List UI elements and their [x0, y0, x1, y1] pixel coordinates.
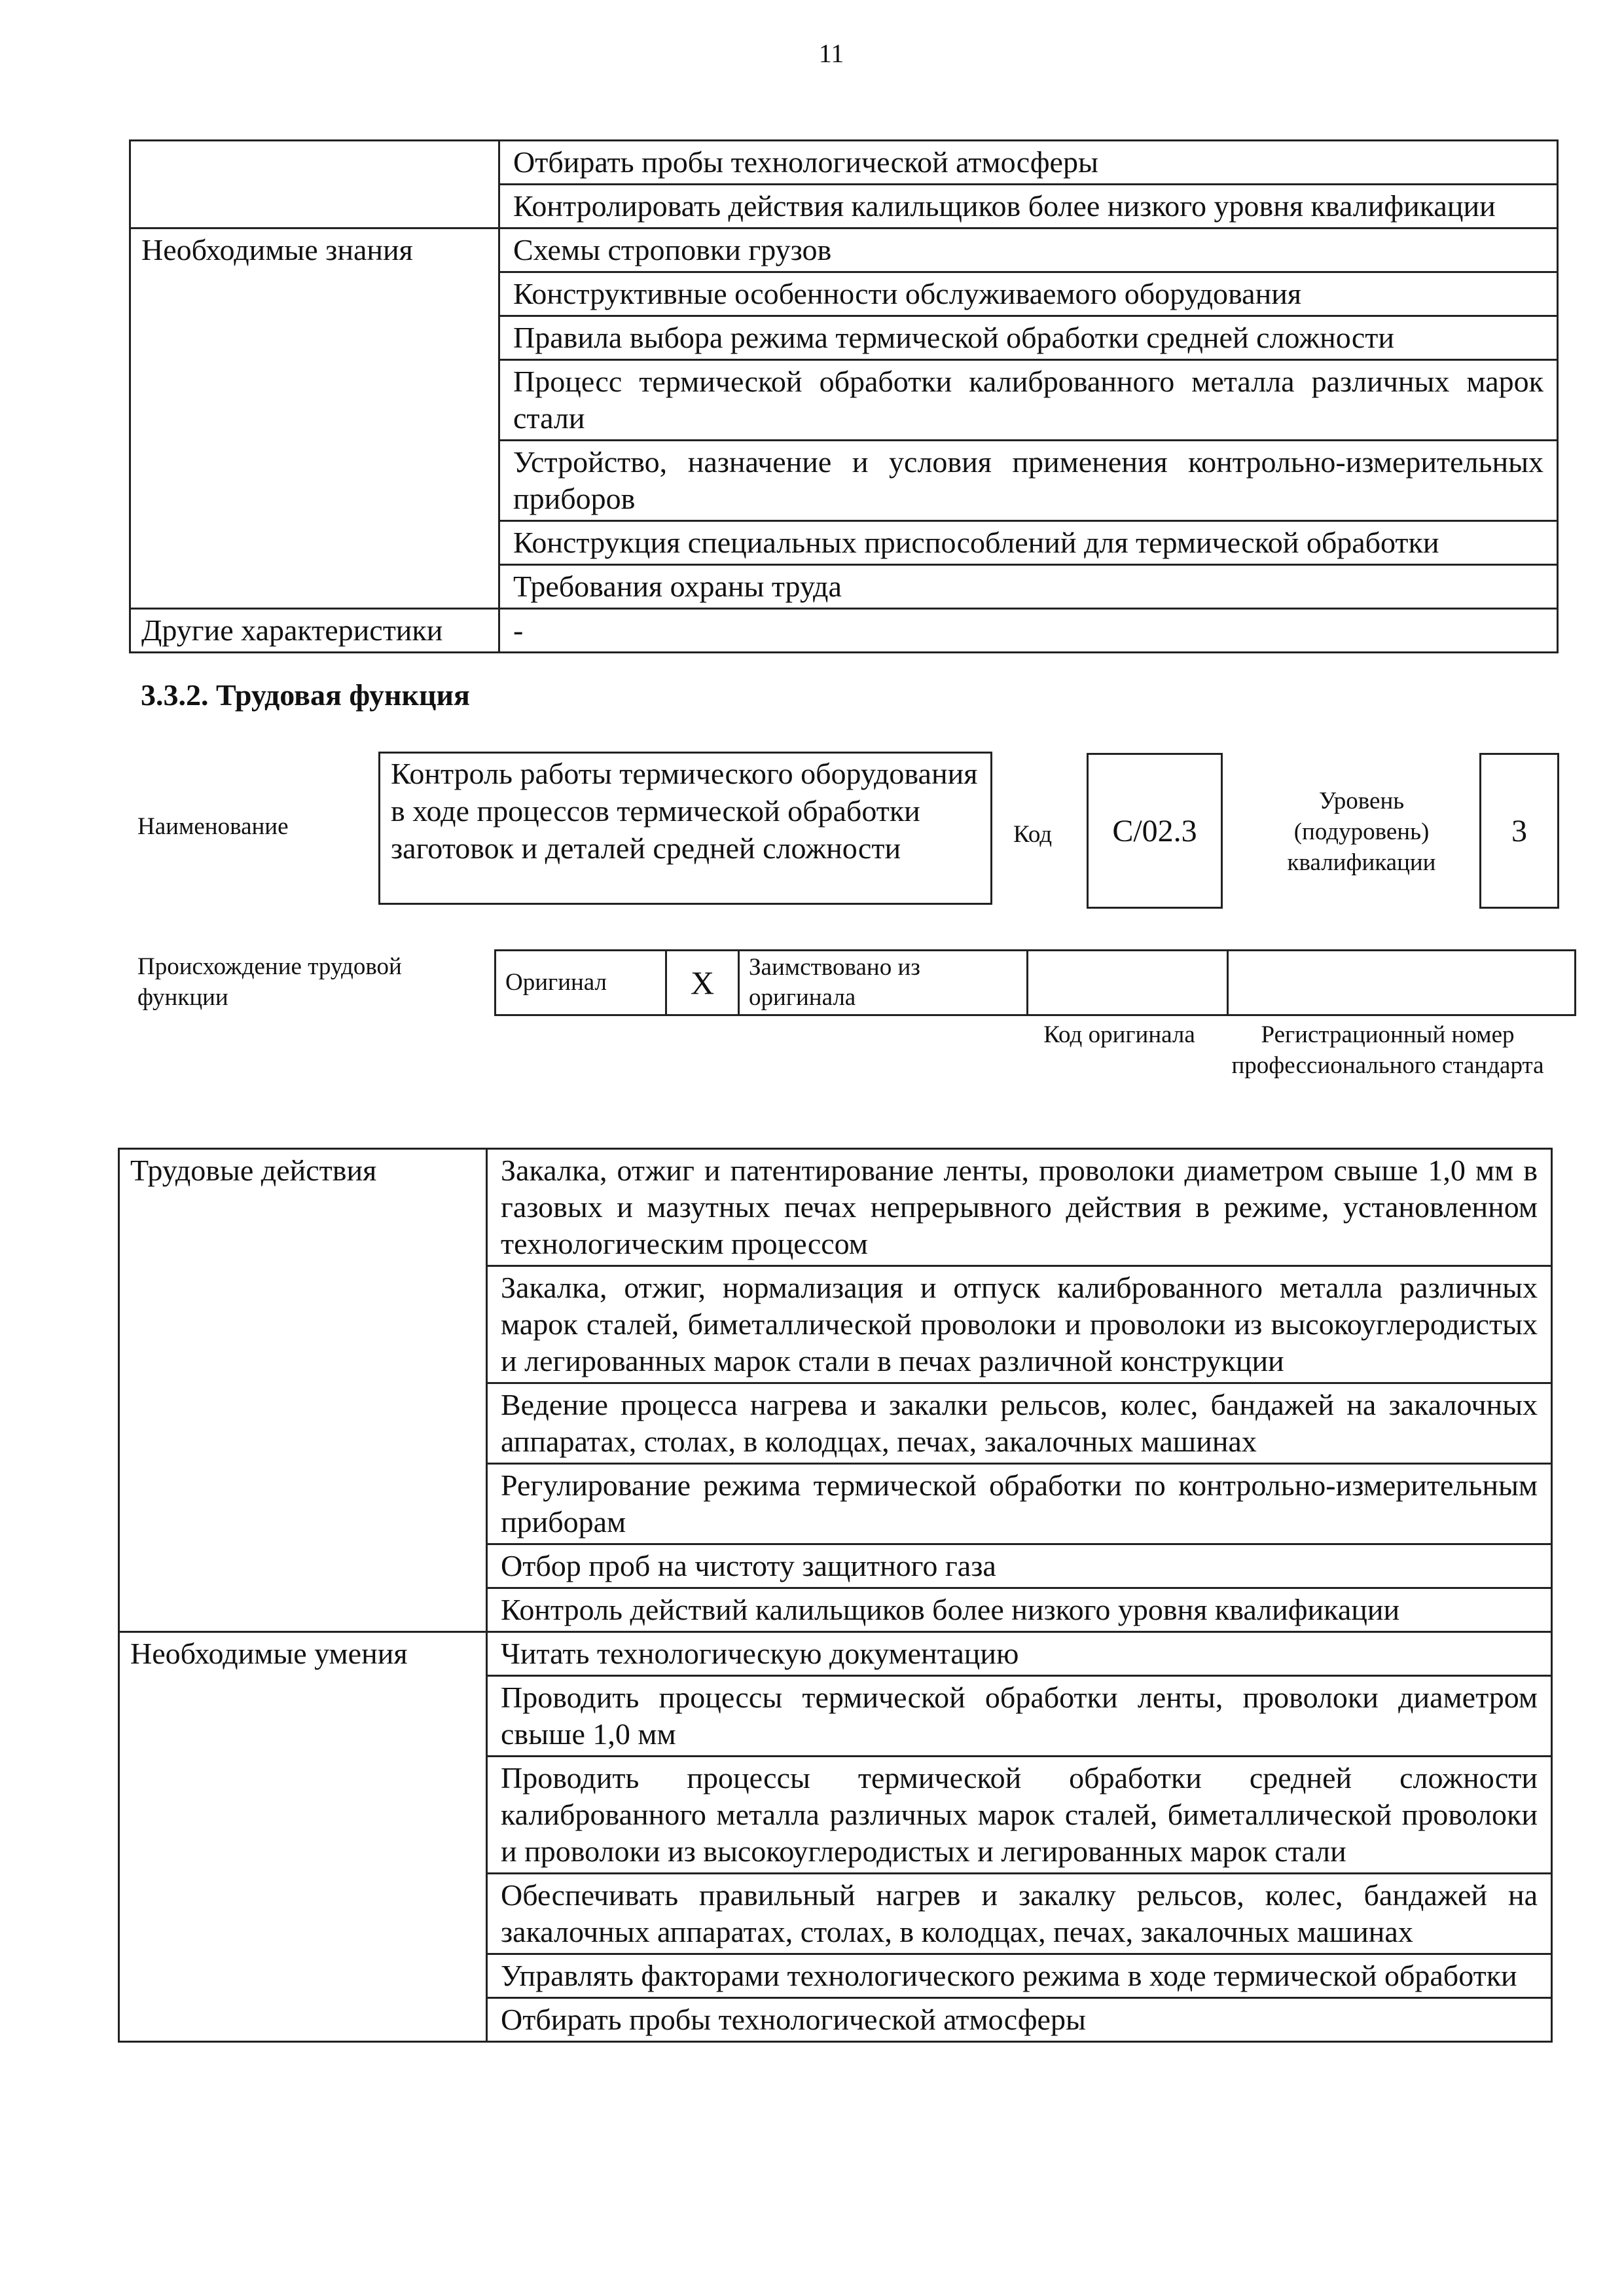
reg-number-cell	[1228, 951, 1576, 1015]
row-label	[130, 141, 499, 228]
table-cell: Отбирать пробы технологической атмосферы	[487, 1998, 1552, 2042]
row-label: Трудовые действия	[119, 1149, 487, 1632]
table-cell: Схемы строповки грузов	[499, 228, 1558, 272]
original-code-caption: Код оригинала	[1043, 1021, 1195, 1048]
table-cell: Отбирать пробы технологической атмосферы	[499, 141, 1558, 185]
table-row	[130, 609, 1558, 653]
reg-number-caption: Регистрационный номер профессионального стандарта	[1231, 1021, 1544, 1079]
table-cell: Правила выбора режима термической обработки средней сложности	[499, 316, 1558, 360]
table-cell: Контролировать действия калильщиков более низкого уровня квалификации	[499, 185, 1558, 228]
section-heading: 3.3.2. Трудовая функция	[141, 678, 470, 712]
level-value: 3	[1479, 753, 1559, 909]
bottom-table	[118, 1148, 1553, 2043]
table-cell: Проводить процессы термической обработки средней сложности калиброванного металла различных марок сталей, биметаллической проволоки и проволоки из высокоуглеродистых и легированных марок стали	[487, 1757, 1552, 1874]
table-cell: Закалка, отжиг и патентирование ленты, проволоки диаметром свыше 1,0 мм в газовых и мазутных печах непрерывного действия в режиме, установленном технологическим процессом	[487, 1149, 1552, 1266]
origin-label: Происхождение трудовой функции	[137, 953, 402, 1011]
table-cell: Конструктивные особенности обслуживаемого оборудования	[499, 272, 1558, 316]
level-label: Уровень (подуровень) квалификации	[1287, 788, 1436, 876]
table-cell: Закалка, отжиг, нормализация и отпуск калиброванного металла различных марок сталей, биметаллической проволоки и проволоки из высокоуглеродистых и легированных марок стали в печах различной конструкции	[487, 1266, 1552, 1383]
table-cell: Регулирование режима термической обработки по контрольно-измерительным приборам	[487, 1464, 1552, 1544]
table-row	[130, 228, 1558, 272]
table-row	[119, 1149, 1552, 1266]
table-cell: Читать технологическую документацию	[487, 1632, 1552, 1676]
top-table	[129, 139, 1559, 653]
code-value: С/02.3	[1087, 753, 1223, 909]
page-number: 11	[818, 39, 844, 68]
table-cell: Обеспечивать правильный нагрев и закалку рельсов, колес, бандажей на закалочных аппаратах, столах, в колодцах, печах, закалочных машинах	[487, 1874, 1552, 1954]
table-cell: Отбор проб на чистоту защитного газа	[487, 1544, 1552, 1588]
table-cell: Требования охраны труда	[499, 565, 1558, 609]
table-row	[119, 1632, 1552, 1676]
row-label: Необходимые умения	[119, 1632, 487, 2042]
table-row	[130, 141, 1558, 185]
table-cell: Ведение процесса нагрева и закалки рельсов, колес, бандажей на закалочных аппаратах, столах, в колодцах, печах, закалочных машинах	[487, 1383, 1552, 1464]
row-label: Другие характеристики	[130, 609, 499, 653]
table-cell: -	[499, 609, 1558, 653]
table-cell: Процесс термической обработки калиброванного металла различных марок стали	[499, 360, 1558, 441]
row-label: Необходимые знания	[130, 228, 499, 609]
code-label: Код	[1013, 821, 1053, 848]
table-cell: Конструкция специальных приспособлений для термической обработки	[499, 521, 1558, 565]
borrowed-label: Заимствовано из оригинала	[739, 951, 1028, 1015]
table-cell: Устройство, назначение и условия применения контрольно-измерительных приборов	[499, 441, 1558, 521]
name-label: Наименование	[137, 813, 289, 840]
origin-table	[494, 949, 1576, 1016]
original-label: Оригинал	[496, 951, 666, 1015]
table-cell: Проводить процессы термической обработки ленты, проволоки диаметром свыше 1,0 мм	[487, 1676, 1552, 1757]
table-cell: Контроль действий калильщиков более низкого уровня квалификации	[487, 1588, 1552, 1632]
original-mark: X	[666, 951, 739, 1015]
function-name-box: Контроль работы термического оборудования в ходе процессов термической обработки заготовок и деталей средней сложности	[378, 752, 992, 905]
original-code-cell	[1028, 951, 1228, 1015]
table-cell: Управлять факторами технологического режима в ходе термической обработки	[487, 1954, 1552, 1998]
